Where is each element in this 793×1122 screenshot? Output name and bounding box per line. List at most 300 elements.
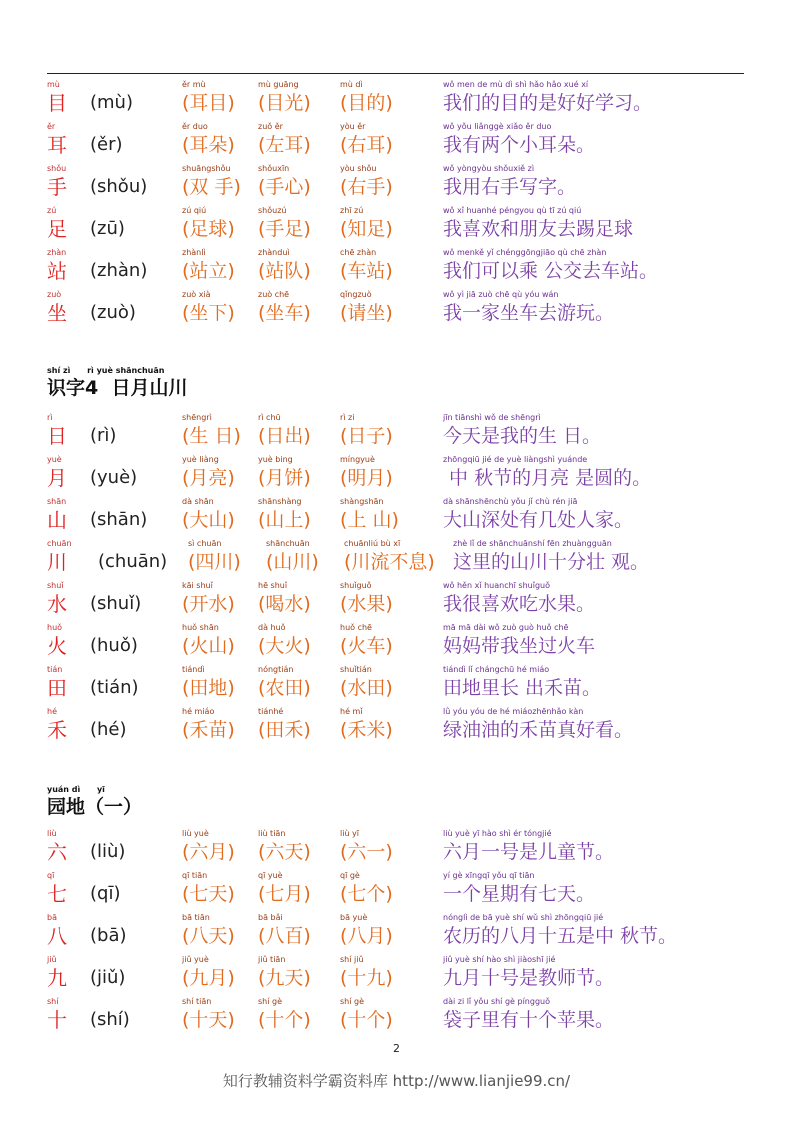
word-3-pinyin: qǐngzuò	[340, 290, 372, 299]
word-1-text: (七天)	[182, 883, 235, 905]
word-2-text: (八百)	[258, 925, 311, 947]
character-text: 山	[47, 508, 67, 532]
character-text: 目	[47, 91, 67, 115]
word-2	[258, 413, 311, 449]
character-pinyin: chuān	[47, 539, 72, 548]
pinyin-reading-text: (shān)	[90, 509, 148, 530]
pinyin-reading-pinyin	[90, 455, 137, 465]
example-sentence-text: 袋子里有十个苹果。	[443, 1009, 615, 1031]
character-pinyin: shān	[47, 497, 67, 506]
word-2-text: (十个)	[258, 1009, 311, 1031]
example-sentence-pinyin: wǒ menkě yǐ chénggōngjiāo qù chē zhàn	[443, 248, 607, 257]
section-heading-pinyin: shí zì rì yuè shānchuān	[47, 366, 165, 375]
word-2	[258, 665, 311, 701]
example-sentence-text: 农历的八月十五是中 秋节。	[443, 925, 678, 947]
character	[47, 665, 67, 701]
word-3-pinyin: zhī zú	[340, 206, 364, 215]
character	[47, 164, 67, 200]
character-row	[0, 955, 793, 995]
pinyin-reading-pinyin	[90, 913, 127, 923]
pinyin-reading	[90, 871, 120, 907]
character	[47, 623, 67, 659]
word-2-text: (手足)	[258, 218, 311, 240]
pinyin-reading	[90, 623, 138, 659]
word-3-text: (火车)	[340, 635, 393, 657]
word-1	[182, 997, 235, 1033]
word-2-text: (手心)	[258, 176, 311, 198]
word-2-pinyin: dà huǒ	[258, 623, 286, 632]
word-3	[340, 623, 393, 659]
word-1-pinyin: tiándì	[182, 665, 205, 674]
word-3-text: (七个)	[340, 883, 393, 905]
example-sentence	[443, 707, 633, 743]
pinyin-reading-pinyin	[90, 413, 116, 423]
pinyin-reading-text: (rì)	[90, 425, 117, 446]
character-text: 九	[47, 966, 67, 990]
example-sentence	[443, 955, 614, 991]
word-2	[266, 539, 319, 575]
word-1-pinyin: sì chuān	[188, 539, 222, 548]
word-2	[258, 206, 311, 242]
word-1-pinyin: ěr mù	[182, 80, 206, 89]
footer-watermark: 知行教辅资料学霸资料库 http://www.lianjie99.cn/	[222, 1072, 571, 1090]
word-1-text: (四川)	[188, 551, 241, 573]
word-1-text: (坐下)	[182, 302, 235, 324]
pinyin-reading-text: (bā)	[90, 925, 127, 946]
example-sentence	[443, 413, 601, 449]
pinyin-reading	[90, 497, 147, 533]
character-row	[0, 913, 793, 953]
character-row	[0, 290, 793, 330]
character	[47, 248, 67, 284]
word-2	[258, 497, 311, 533]
word-3-pinyin: hé mǐ	[340, 707, 363, 716]
word-1-text: (八天)	[182, 925, 235, 947]
word-3-text: (车站)	[340, 260, 393, 282]
word-2-pinyin: bā bǎi	[258, 913, 283, 922]
character-text: 水	[47, 592, 67, 616]
word-1-pinyin: kāi shuǐ	[182, 581, 213, 590]
example-sentence	[443, 913, 677, 949]
word-2-text: (九天)	[258, 967, 311, 989]
character-row	[0, 871, 793, 911]
character-row	[0, 413, 793, 453]
character-text: 日	[47, 424, 67, 448]
character-pinyin: rì	[47, 413, 53, 422]
word-2	[258, 913, 311, 949]
word-1-pinyin: hé miáo	[182, 707, 215, 716]
word-3-pinyin: qī gè	[340, 871, 360, 880]
character-row	[0, 707, 793, 747]
pinyin-reading	[98, 539, 167, 575]
word-2	[258, 164, 311, 200]
word-2	[258, 80, 311, 116]
word-1-text: (站立)	[182, 260, 235, 282]
word-2	[258, 871, 311, 907]
word-1	[182, 290, 235, 326]
example-sentence	[443, 290, 614, 326]
character-row	[0, 997, 793, 1037]
pinyin-reading	[90, 413, 116, 449]
example-sentence-pinyin: liù yuè yī hào shì ér tóngjié	[443, 829, 552, 838]
word-3-pinyin: chē zhàn	[340, 248, 377, 257]
word-3-pinyin: shuǐguǒ	[340, 581, 372, 590]
pinyin-reading-text: (qī)	[90, 883, 121, 904]
word-3-text: (六一)	[340, 841, 393, 863]
word-1-pinyin: dà shān	[182, 497, 214, 506]
word-2-text: (坐车)	[258, 302, 311, 324]
pinyin-reading-pinyin	[90, 248, 147, 258]
example-sentence-pinyin: zhè lǐ de shānchuānshí fēn zhuàngguān	[453, 539, 612, 548]
character-pinyin: liù	[47, 829, 57, 838]
character-pinyin: mù	[47, 80, 60, 89]
character-text: 禾	[47, 718, 67, 742]
word-1-text: (禾苗)	[182, 719, 235, 741]
pinyin-reading	[90, 955, 125, 991]
word-1-pinyin: liù yuè	[182, 829, 209, 838]
example-sentence-pinyin: zhōngqiū jié de yuè liàngshì yuánde	[443, 455, 588, 464]
word-1-text: (生 日)	[182, 425, 241, 447]
pinyin-reading-text: (liù)	[90, 841, 126, 862]
character-pinyin: zuò	[47, 290, 62, 299]
word-2	[258, 955, 311, 991]
word-3-text: (右手)	[340, 176, 393, 198]
word-1-pinyin: zuò xià	[182, 290, 211, 299]
character-pinyin: yuè	[47, 455, 62, 464]
character-row	[0, 248, 793, 288]
word-1	[182, 665, 235, 701]
pinyin-reading-pinyin	[90, 581, 141, 591]
example-sentence-pinyin: wǒ yǒu liǎnggè xiǎo ěr duo	[443, 122, 552, 131]
word-1	[182, 122, 235, 158]
example-sentence	[443, 497, 633, 533]
example-sentence	[443, 997, 614, 1033]
character-pinyin: zú	[47, 206, 57, 215]
word-3	[340, 955, 393, 991]
word-3	[340, 164, 393, 200]
example-sentence-text: 妈妈带我坐过火车	[443, 635, 596, 657]
word-3	[340, 248, 393, 284]
pinyin-reading-pinyin	[90, 290, 136, 300]
pinyin-reading	[90, 80, 133, 116]
character-text: 足	[47, 217, 67, 241]
pinyin-reading-pinyin	[90, 623, 138, 633]
word-2-pinyin: rì chū	[258, 413, 281, 422]
word-1-text: (九月)	[182, 967, 235, 989]
word-1	[188, 539, 241, 575]
word-3-text: (十个)	[340, 1009, 393, 1031]
word-1-pinyin: qī tiān	[182, 871, 208, 880]
word-1	[182, 623, 235, 659]
character-text: 十	[47, 1008, 67, 1032]
example-sentence-pinyin: wǒ xǐ huanhé péngyou qù tī zú qiú	[443, 206, 582, 215]
character-row	[0, 122, 793, 162]
word-3-text: (知足)	[340, 218, 393, 240]
character-text: 耳	[47, 133, 67, 157]
word-2-pinyin: mù guāng	[258, 80, 299, 89]
word-1-pinyin: ěr duo	[182, 122, 208, 131]
word-3-pinyin: mù dì	[340, 80, 363, 89]
word-1	[182, 248, 235, 284]
character	[47, 581, 67, 617]
pinyin-reading-text: (ěr)	[90, 134, 123, 155]
word-2-pinyin: tiánhé	[258, 707, 284, 716]
example-sentence-pinyin: yí gè xīngqī yǒu qī tiān	[443, 871, 535, 880]
word-3	[340, 665, 393, 701]
word-2-text: (山上)	[258, 509, 311, 531]
pinyin-reading-pinyin	[90, 955, 125, 965]
word-1	[182, 829, 235, 865]
pinyin-reading-pinyin	[90, 497, 147, 507]
example-sentence-text: 九月十号是教师节。	[443, 967, 615, 989]
pinyin-reading-pinyin	[90, 997, 130, 1007]
pinyin-reading-pinyin	[90, 871, 120, 881]
top-rule	[47, 73, 744, 74]
pinyin-reading	[90, 290, 136, 326]
word-2-text: (喝水)	[258, 593, 311, 615]
word-3-pinyin: yòu shǒu	[340, 164, 377, 173]
word-2-pinyin: jiǔ tiān	[258, 955, 286, 964]
word-2	[258, 829, 311, 865]
word-2	[258, 455, 311, 491]
pinyin-reading	[90, 164, 147, 200]
example-sentence-text: 我很喜欢吃水果。	[443, 593, 596, 615]
word-1-pinyin: shí tiān	[182, 997, 212, 1006]
word-3	[340, 122, 393, 158]
example-sentence-pinyin: dà shānshēnchù yǒu jǐ chù rén jiā	[443, 497, 578, 506]
word-3	[340, 206, 393, 242]
word-2-pinyin: qī yuè	[258, 871, 283, 880]
character-text: 火	[47, 634, 67, 658]
character-pinyin: zhàn	[47, 248, 67, 257]
page-number: 2	[393, 1042, 400, 1055]
character-text: 川	[47, 550, 67, 574]
section-heading-text: 园地（一）	[47, 796, 143, 818]
pinyin-reading-text: (mù)	[90, 92, 133, 113]
pinyin-reading-text: (jiǔ)	[90, 967, 126, 988]
character	[47, 913, 67, 949]
word-3-text: (目的)	[340, 92, 393, 114]
word-2-text: (山川)	[266, 551, 319, 573]
word-2-text: (大火)	[258, 635, 311, 657]
word-3-pinyin: rì zi	[340, 413, 355, 422]
pinyin-reading-text: (tián)	[90, 677, 139, 698]
word-3	[344, 539, 435, 575]
word-2-text: (七月)	[258, 883, 311, 905]
word-1	[182, 497, 235, 533]
example-sentence	[443, 206, 633, 242]
pinyin-reading-text: (shuǐ)	[90, 593, 142, 614]
example-sentence-pinyin: jiǔ yuè shí hào shì jiàoshī jié	[443, 955, 556, 964]
word-2	[258, 581, 311, 617]
word-3-text: (上 山)	[340, 509, 399, 531]
example-sentence	[443, 665, 601, 701]
word-2-pinyin: hē shuǐ	[258, 581, 288, 590]
example-sentence	[443, 122, 595, 158]
character	[47, 455, 67, 491]
pinyin-reading-text: (zū)	[90, 218, 125, 239]
word-1-text: (六月)	[182, 841, 235, 863]
example-sentence-text: 我们的目的是好好学习。	[443, 92, 653, 114]
word-2-text: (站队)	[258, 260, 311, 282]
pinyin-reading	[90, 581, 141, 617]
pinyin-reading	[90, 665, 139, 701]
character-pinyin: qī	[47, 871, 55, 880]
character-text: 田	[47, 676, 67, 700]
character-row	[0, 539, 793, 579]
word-3	[340, 913, 393, 949]
word-2-pinyin: zuò chē	[258, 290, 290, 299]
word-2-pinyin: zhànduì	[258, 248, 290, 257]
example-sentence	[443, 581, 595, 617]
word-3	[340, 829, 393, 865]
word-1	[182, 164, 241, 200]
example-sentence-text: 我一家坐车去游玩。	[443, 302, 615, 324]
word-1	[182, 455, 235, 491]
example-sentence-text: 田地里长 出禾苗。	[443, 677, 602, 699]
example-sentence-text: 我有两个小耳朵。	[443, 134, 596, 156]
word-3	[340, 581, 393, 617]
character-row	[0, 164, 793, 204]
pinyin-reading	[90, 829, 125, 865]
word-1-pinyin: bā tiān	[182, 913, 210, 922]
word-2-text: (六天)	[258, 841, 311, 863]
word-1	[182, 581, 235, 617]
word-2	[258, 997, 311, 1033]
word-1-pinyin: huǒ shān	[182, 623, 219, 632]
word-1-text: (大山)	[182, 509, 235, 531]
pinyin-reading-pinyin	[90, 707, 127, 717]
word-1-pinyin: jiǔ yuè	[182, 955, 209, 964]
word-3-text: (请坐)	[340, 302, 393, 324]
pinyin-reading	[90, 913, 127, 949]
word-3-text: (水田)	[340, 677, 393, 699]
word-1	[182, 707, 235, 743]
word-3-pinyin: míngyuè	[340, 455, 375, 464]
example-sentence-pinyin: lǜ yóu yóu de hé miáozhēnhǎo kàn	[443, 707, 584, 716]
word-1-text: (耳朵)	[182, 134, 235, 156]
pinyin-reading-text: (chuān)	[98, 551, 168, 572]
character-pinyin: tián	[47, 665, 63, 674]
word-2	[258, 623, 311, 659]
pinyin-reading-text: (zhàn)	[90, 260, 148, 281]
word-3-pinyin: yòu ěr	[340, 122, 366, 131]
word-3-pinyin: shí jiǔ	[340, 955, 364, 964]
character-pinyin: shí	[47, 997, 59, 1006]
word-2-pinyin: shānshàng	[258, 497, 302, 506]
character-pinyin: jiǔ	[47, 955, 57, 964]
word-3-pinyin: chuānliú bù xī	[344, 539, 401, 548]
word-3-pinyin: shàngshān	[340, 497, 384, 506]
example-sentence-pinyin: wǒ yì jiā zuò chē qù yóu wán	[443, 290, 559, 299]
word-2-pinyin: shānchuān	[266, 539, 310, 548]
pinyin-reading-pinyin	[90, 164, 147, 174]
word-3-pinyin: shuǐtián	[340, 665, 372, 674]
character-row	[0, 623, 793, 663]
word-2	[258, 290, 311, 326]
example-sentence-text: 我们可以乘 公交去车站。	[443, 260, 659, 282]
word-2	[258, 122, 311, 158]
character	[47, 80, 67, 116]
word-1-pinyin: zhànlì	[182, 248, 206, 257]
pinyin-reading-text: (shǒu)	[90, 176, 148, 197]
word-1-pinyin: shuāngshǒu	[182, 164, 231, 173]
word-1	[182, 871, 235, 907]
pinyin-reading-text: (hé)	[90, 719, 127, 740]
character-pinyin: hé	[47, 707, 57, 716]
pinyin-reading-pinyin	[90, 829, 125, 839]
word-1	[182, 413, 241, 449]
pinyin-reading	[90, 707, 127, 743]
pinyin-reading	[90, 997, 130, 1033]
example-sentence-text: 今天是我的生 日。	[443, 425, 602, 447]
pinyin-reading-pinyin	[90, 206, 125, 216]
example-sentence	[443, 871, 595, 907]
word-1-text: (足球)	[182, 218, 235, 240]
example-sentence-pinyin: mā mā dài wǒ zuò guò huǒ chē	[443, 623, 569, 632]
word-2-pinyin: liù tiān	[258, 829, 286, 838]
word-2-text: (月饼)	[258, 467, 311, 489]
section-heading-text: 识字4 日月山川	[47, 377, 188, 399]
word-1-pinyin: yuè liàng	[182, 455, 219, 464]
pinyin-reading	[90, 455, 137, 491]
word-3-pinyin: liù yī	[340, 829, 360, 838]
word-1-text: (月亮)	[182, 467, 235, 489]
character-pinyin: bā	[47, 913, 57, 922]
word-1-text: (十天)	[182, 1009, 235, 1031]
word-1-text: (双 手)	[182, 176, 241, 198]
word-1-text: (耳目)	[182, 92, 235, 114]
example-sentence-text: 中 秋节的月亮 是圆的。	[443, 467, 652, 489]
word-1-text: (开水)	[182, 593, 235, 615]
pinyin-reading-pinyin	[90, 80, 133, 90]
word-3	[340, 497, 399, 533]
word-2-pinyin: zuǒ ěr	[258, 122, 283, 131]
character-pinyin: ěr	[47, 122, 56, 131]
word-2-text: (农田)	[258, 677, 311, 699]
word-3-text: (川流不息)	[344, 551, 435, 573]
pinyin-reading-text: (zuò)	[90, 302, 136, 323]
character	[47, 707, 67, 743]
word-2-pinyin: shí gè	[258, 997, 283, 1006]
word-3	[340, 455, 393, 491]
word-1	[182, 206, 235, 242]
character-text: 月	[47, 466, 67, 490]
example-sentence	[443, 623, 595, 659]
character-text: 站	[47, 259, 67, 283]
example-sentence	[443, 829, 614, 865]
example-sentence-text: 绿油油的禾苗真好看。	[443, 719, 634, 741]
example-sentence-pinyin: tiándì lǐ chángchū hé miáo	[443, 665, 550, 674]
word-2-pinyin: shǒuxīn	[258, 164, 290, 173]
pinyin-reading-text: (huǒ)	[90, 635, 138, 656]
character	[47, 290, 67, 326]
character-text: 八	[47, 924, 67, 948]
character-row	[0, 497, 793, 537]
example-sentence	[443, 248, 658, 284]
word-1	[182, 80, 235, 116]
character-row	[0, 455, 793, 495]
word-2-text: (日出)	[258, 425, 311, 447]
word-2-pinyin: shǒuzú	[258, 206, 287, 215]
character-text: 坐	[47, 301, 67, 325]
character	[47, 413, 67, 449]
example-sentence	[443, 455, 651, 491]
example-sentence-pinyin: wǒ men de mù dì shì hǎo hǎo xué xí	[443, 80, 589, 89]
character-text: 六	[47, 840, 67, 864]
section-heading	[47, 366, 187, 400]
word-3-text: (八月)	[340, 925, 393, 947]
